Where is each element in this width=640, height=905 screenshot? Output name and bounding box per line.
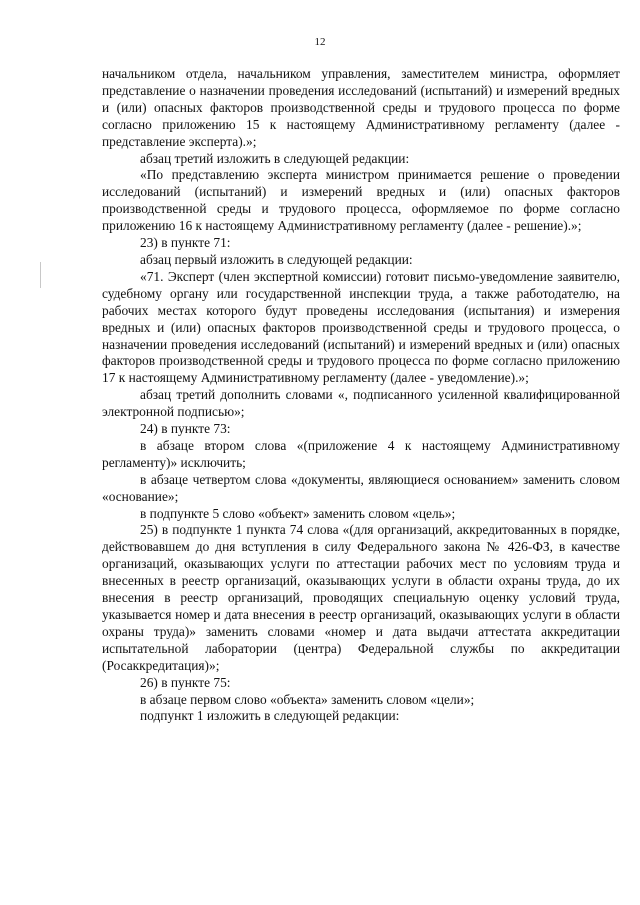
paragraph-continuation: начальником отдела, начальником управления, заместителем министра, оформляет представление о назначении проведения исследований (испытаний) и измерений вредных и (или) опасных факторов производственной среды и трудового процесса по форме согласно приложению 15 к настоящему Административному регламенту (далее - представление эксперта).»; — [102, 66, 620, 149]
paragraph-instruction: подпункт 1 изложить в следующей редакции: — [140, 708, 400, 724]
paragraph-instruction: в абзаце четвертом слова «документы, являющиеся основанием» заменить словом «основание»; — [102, 471, 620, 504]
paragraph-quote: «71. Эксперт (член экспертной комиссии) готовит письмо-уведомление заявителю, судебному органу или государственной инспекции труда, а также работодателю, на рабочих местах которого будут проведены исследования (испытания) и измерения вредных и (или) опасных факторов производственной среды и трудового процесса, о назначении проведения исследований (испытаний) и измерений вредных и (или) опасных факторов производственной среды и трудового процесса по форме согласно приложению 17 к настоящему Административному регламенту (далее - уведомление).»; — [102, 268, 620, 386]
paragraph-instruction: абзац третий изложить в следующей редакции: — [140, 150, 410, 166]
paragraph-instruction: в абзаце втором слова «(приложение 4 к настоящему Административному регламенту)» исключить; — [102, 437, 620, 470]
paragraph-instruction: в абзаце первом слово «объекта» заменить словом «цели»; — [140, 691, 475, 707]
page-number: 12 — [314, 36, 326, 48]
paragraph-quote: «По представлению эксперта министром принимается решение о проведении исследований (испытаний) и измерений вредных и (или) опасных факторов производственной среды и трудового процесса, оформляемое по форме согласно приложению 16 к настоящему Административному регламенту (далее - решение).»; — [102, 167, 620, 234]
paragraph-item-heading: 23) в пункте 71: — [140, 235, 231, 251]
paragraph-instruction: абзац третий дополнить словами «, подписанного усиленной квалифицированной электронной подписью»; — [102, 387, 620, 420]
document-body — [102, 66, 620, 725]
paragraph-item: 25) в подпункте 1 пункта 74 слова «(для организаций, аккредитованных в порядке, действовавшем до дня вступления в силу Федерального закона № 426-ФЗ, в качестве организаций, оказывающих услуги по аттестации рабочих мест по условиям труда и внесенных в реестр организаций, оказывающих услуги в области охраны труда, до их внесения в реестр организаций, проводящих специальную оценку условий труда, указывается номер и дата внесения в реестр организаций, оказывающих услуги в области охраны труда)» заменить словами «номер и дата выдачи аттестата аккредитации испытательной лаборатории (центра) Федеральной службы по аккредитации (Росаккредитация)»; — [102, 522, 620, 673]
paragraph-instruction: в подпункте 5 слово «объект» заменить словом «цель»; — [140, 505, 456, 521]
paragraph-item-heading: 26) в пункте 75: — [140, 674, 231, 690]
paragraph-instruction: абзац первый изложить в следующей редакции: — [140, 251, 413, 267]
paragraph-item-heading: 24) в пункте 73: — [140, 421, 231, 437]
margin-scan-mark — [40, 262, 41, 288]
